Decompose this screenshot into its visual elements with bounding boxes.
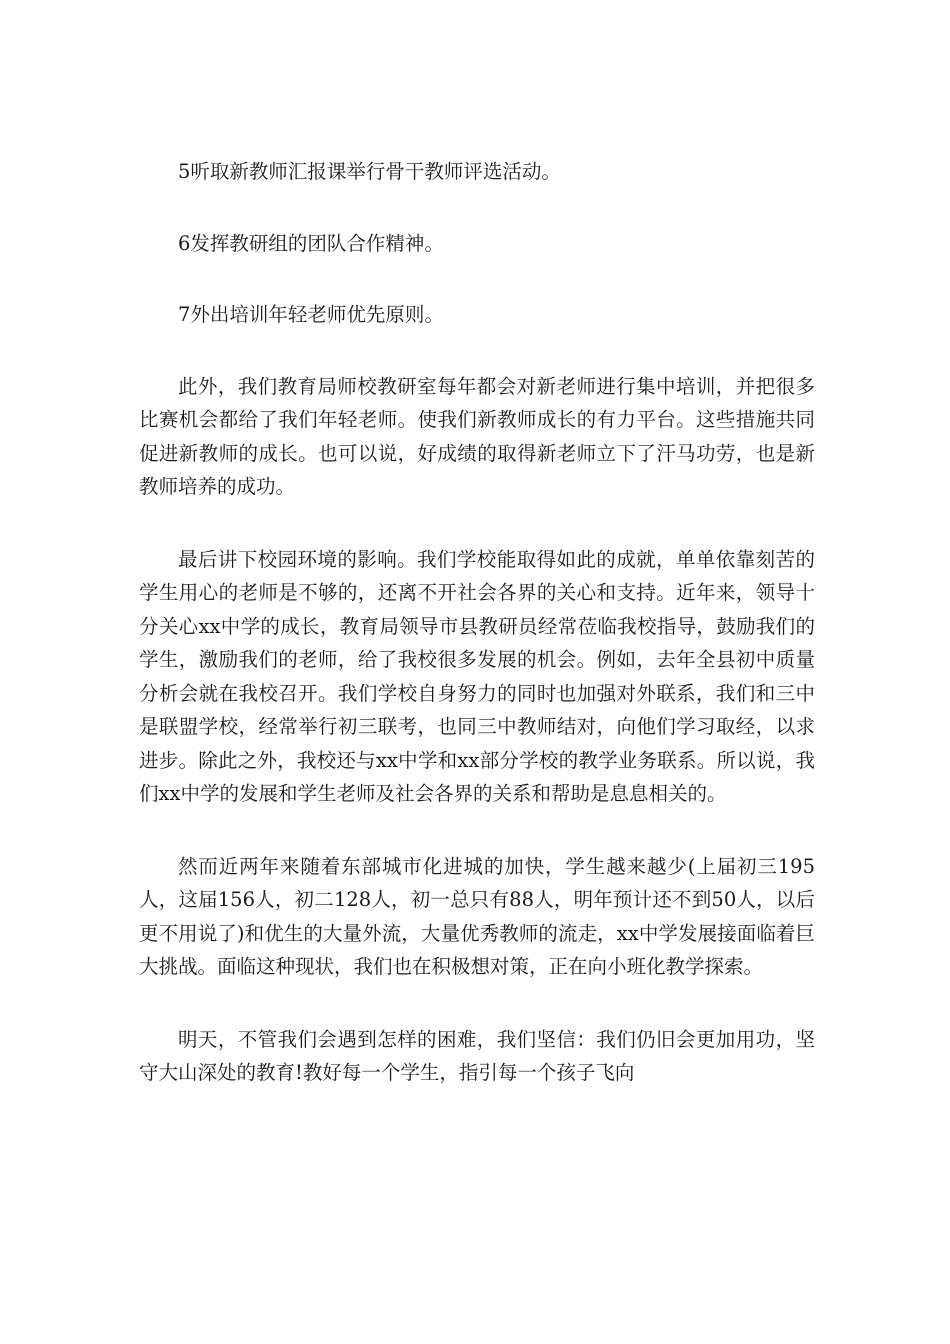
paragraph-item-6: 6发挥教研组的团队合作精神。 [178, 231, 444, 255]
paragraph-training: 此外，我们教育局师校教研室每年都会对新老师进行集中培训，并把很多比赛机会都给了我们年轻老师。使我们新教师成长的有力平台。这些措施共同促进新教师的成长。也可以说，好成绩的取得新老师立下了汗马功劳，也是新教师培养的成功。 [139, 374, 815, 498]
document-body [139, 155, 815, 1129]
paragraph-challenges: 然而近两年来随着东部城市化进城的加快，学生越来越少(上届初三195人，这届156人，初二128人，初一总只有88人，明年预计还不到50人，以后更不用说了)和优生的大量外流，大量优秀教师的流走，xx中学发展接面临着巨大挑战。面临这种现状，我们也在积极想对策，正在向小班化教学探索。 [139, 854, 815, 978]
paragraph-future: 明天，不管我们会遇到怎样的困难，我们坚信：我们仍旧会更加用功，坚守大山深处的教育!教好每一个学生，指引每一个孩子飞向 [139, 1027, 815, 1084]
paragraph-item-7: 7外出培训年轻老师优先原则。 [178, 303, 444, 326]
paragraph-campus-environment: 最后讲下校园环境的影响。我们学校能取得如此的成就，单单依靠刻苦的学生用心的老师是不够的，还离不开社会各界的关心和支持。近年来，领导十分关心xx中学的成长，教育局领导市县教研员经常莅临我校指导，鼓励我们的学生，激励我们的老师，给了我校很多发展的机会。例如，去年全县初中质量分析会就在我校召开。我们学校自身努力的同时也加强对外联系，我们和三中是联盟学校，经常举行初三联考，也同三中教师结对，向他们学习取经，以求进步。除此之外，我校还与xx中学和xx部分学校的教学业务联系。所以说，我们xx中学的发展和学生老师及社会各界的关系和帮助是息息相关的。 [139, 547, 815, 805]
paragraph-item-5: 5听取新教师汇报课举行骨干教师评选活动。 [178, 160, 561, 183]
